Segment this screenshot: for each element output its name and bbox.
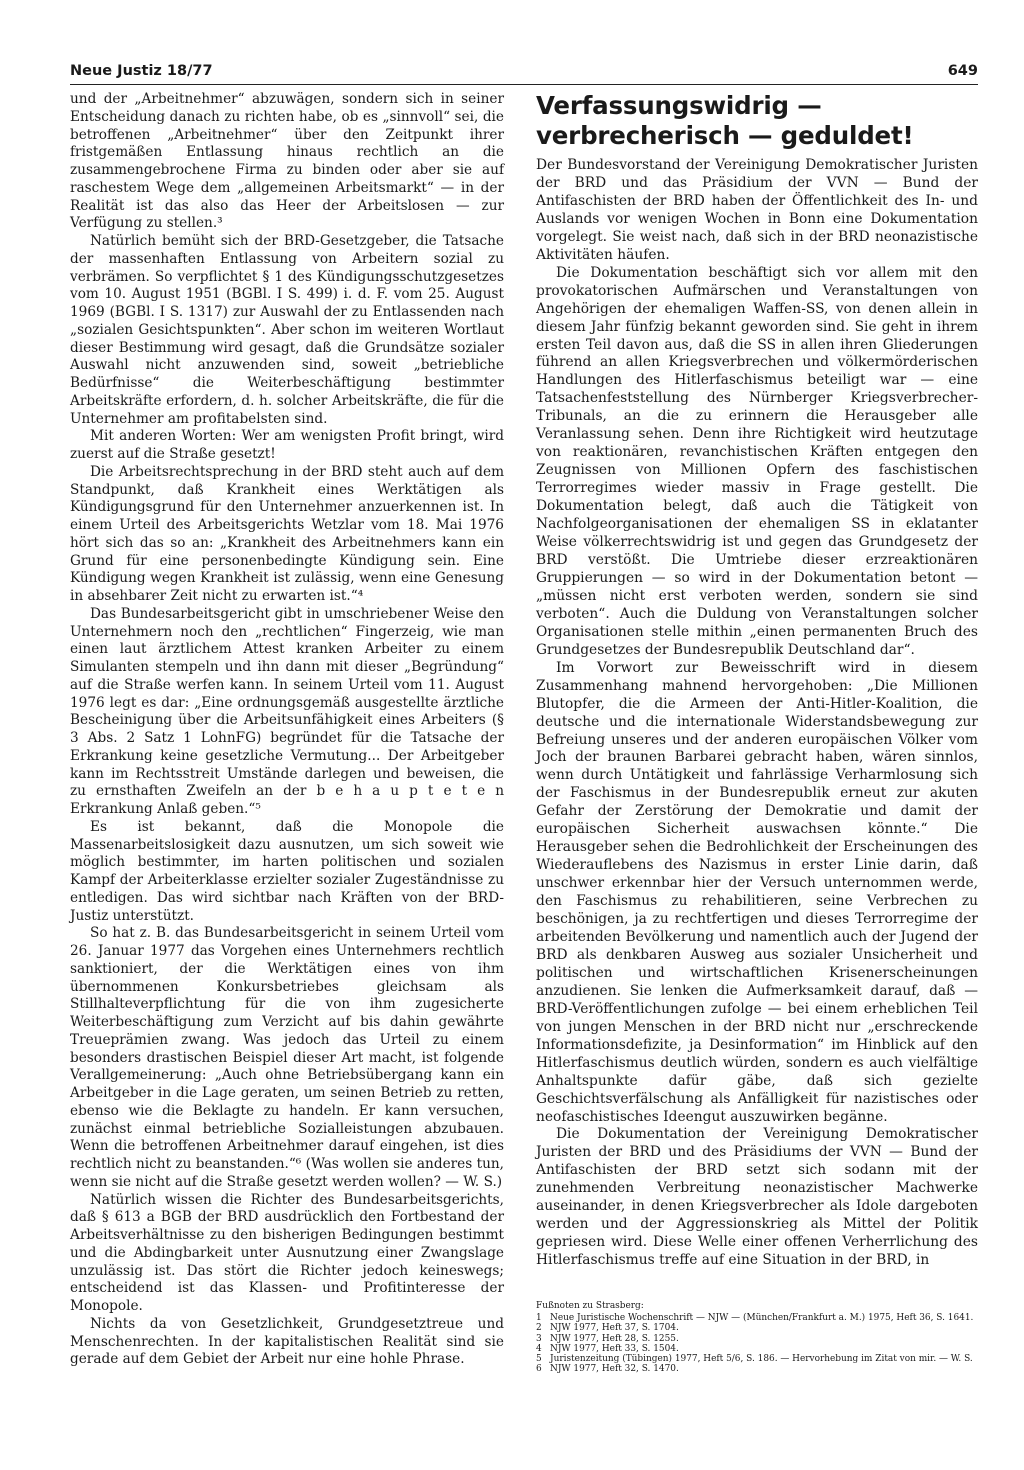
footnote <box>536 1313 978 1323</box>
footnote-text: Juristenzeitung (Tübingen) 1977, Heft 5/6, S. 186. — Hervorhebung im Zitat von mir. — W. S. <box>550 1354 973 1365</box>
footnote-number: 4 <box>536 1343 542 1354</box>
paragraph: Die Dokumentation beschäftigt sich vor allem mit den provokatorischen Aufmärschen und Veranstaltungen von Angehörigen der ehemaligen Waffen-SS, von denen allein in diesem Jahr fünfzig bekannt geworden sind. Sie geht in ihrem ersten Teil davon aus, daß die SS in allen ihren Gliederungen führend an allen Kriegsverbrechen und völkermörderischen Handlungen des Hitlerfaschismus beteiligt war — eine Tatsachenfeststellung des Nürnberger Kriegsverbrecher-Tribunals, an die zu erinnern die Herausgeber alle Veranlassung sehen. Denn ihre Richtigkeit wird heutzutage von reaktionären, revanchistischen Kräften entgegen den Zeugnissen von Millionen Opfern des faschistischen Terrorregimes wieder massiv in Frage gestellt. Die Dokumentation belegt, daß auch die Tätigkeit von Nachfolgeorganisationen der ehemaligen SS in eklatanter Weise völkerrechtswidrig ist und gegen das Grundgesetz der BRD verstößt. Die Umtriebe dieser erzreaktionären Gruppierungen — so wird in der Dokumentation betont — „müssen nicht erst verboten werden, sondern sie sind verboten“. Auch die Duldung von Veranstaltungen solcher Organisationen stelle mithin „einen permanenten Bruch des Grundgesetzes der Bundesrepublik Deutschland dar“. <box>536 264 978 658</box>
footnote-number: 1 <box>536 1313 542 1324</box>
paragraph: Der Bundesvorstand der Vereinigung Demokratischer Juristen der BRD und das Präsidium der VVN — Bund der Antifaschisten der BRD haben der Öffentlichkeit des In- und Auslands vor wenigen Wochen in Bonn eine Dokumentation vorgelegt. Sie weist nach, daß sich in der BRD neonazistische Aktivitäten häufen. <box>536 157 978 263</box>
footnote <box>536 1344 978 1354</box>
page-number: 649 <box>947 63 978 79</box>
footnote-number: 3 <box>536 1333 542 1344</box>
footnote-text: NJW 1977, Heft 37, S. 1704. <box>550 1323 679 1334</box>
paragraph: Die Arbeitsrechtsprechung in der BRD steht auch auf dem Standpunkt, daß Krankheit eines Werktätigen als Kündigungsgrund für den Unternehmer anzuerkennen ist. In einem Urteil des Arbeitsgerichts Wetzlar vom 18. Mai 1976 hört sich das so an: „Krankheit des Arbeitnehmers kann ein Grund für eine personenbedingte Kündigung sein. Eine Kündigung wegen Krankheit ist zulässig, wenn eine Genesung in absehbarer Zeit nicht zu erwarten ist.“⁴ <box>70 463 504 604</box>
footnote-number: 5 <box>536 1354 542 1365</box>
paragraph: Mit anderen Worten: Wer am wenigsten Profit bringt, wird zuerst auf die Straße gesetzt! <box>70 428 504 462</box>
footnote <box>536 1364 978 1374</box>
paragraph: Es ist bekannt, daß die Monopole die Massenarbeitslosigkeit dazu ausnutzen, um sich soweit wie möglich bestimmter, im harten politischen und sozialen Kampf der Arbeiterklasse erzielter sozialer Zugeständnisse zu entledigen. Das wird sichtbar nach Kräften von der BRD-Justiz unterstützt. <box>70 818 504 924</box>
footnote-text: NJW 1977, Heft 32, S. 1470. <box>550 1364 679 1375</box>
right-column <box>536 91 978 1270</box>
paragraph: Nichts da von Gesetzlichkeit, Grundgesetztreue und Menschenrechten. In der kapitalistischen Realität sind sie gerade auf dem Gebiet der Arbeit nur eine hohle Phrase. <box>70 1315 504 1368</box>
footnote-number: 6 <box>536 1364 542 1375</box>
footnote-text: NJW 1977, Heft 33, S. 1504. <box>550 1343 679 1354</box>
left-column <box>70 91 504 1369</box>
footnote-text: Neue Juristische Wochenschrift — NJW — (München/Frankfurt a. M.) 1975, Heft 36, S. 1641. <box>550 1313 974 1324</box>
header-rule <box>70 84 978 85</box>
paragraph: Das Bundesarbeitsgericht gibt in umschriebener Weise den Unternehmern noch den „rechtlichen“ Fingerzeig, wie man einen laut ärztlichem Attest kranken Arbeiter zu einem Simulanten stempeln und ihn dann mit dieser „Begründung“ auf die Straße werfen kann. In seinem Urteil vom 11. August 1976 legt es dar: „Eine ordnungsgemäß ausgestellte ärztliche Bescheinigung über die Arbeitsunfähigkeit eines Arbeiters (§ 3 Abs. 2 Satz 1 LohnFG) begründet für die Tatsache der Erkrankung keine gesetzliche Vermutung... Der Arbeitgeber kann im Rechtsstreit Umstände darlegen und beweisen, die zu ernsthaften Zweifeln an der b e h a u p t e t e n Erkrankung Anlaß geben.“⁵ <box>70 605 504 817</box>
paragraph: Natürlich bemüht sich der BRD-Gesetzgeber, die Tatsache der massenhaften Entlassung von Arbeitern sozial zu verbrämen. So verpflichtet § 1 des Kündigungsschutzgesetzes vom 10. August 1951 (BGBl. I S. 499) i. d. F. vom 25. August 1969 (BGBl. I S. 1317) zur Auswahl der zu Entlassenden nach „sozialen Gesichtspunkten“. Aber schon im weiteren Wortlaut dieser Bestimmung wird gesagt, daß die Grundsätze sozialer Auswahl nicht anzuwenden sind, soweit „betriebliche Bedürfnisse“ die Weiterbeschäftigung bestimmter Arbeitskräfte erfordern, d. h. solcher Arbeitskräfte, die für die Unternehmer am profitabelsten sind. <box>70 233 504 427</box>
paragraph: Die Dokumentation der Vereinigung Demokratischer Juristen der BRD und des Präsidiums der VVN — Bund der Antifaschisten der BRD setzt sich sodann mit der zunehmenden Verbreitung neonazistischer Machwerke auseinander, in denen Kriegsverbrecher als Idole dargeboten werden und der Aggressionskrieg als Mittel der Politik gepriesen wird. Diese Welle einer offenen Verherrlichung des Hitlerfaschismus treffe auf eine Situation in der BRD, in <box>536 1126 978 1269</box>
footnotes <box>536 1301 978 1374</box>
footnote-text: NJW 1977, Heft 28, S. 1255. <box>550 1333 679 1344</box>
journal-issue: Neue Justiz 18/77 <box>70 63 213 79</box>
footnote <box>536 1323 978 1333</box>
footnote-number: 2 <box>536 1323 542 1334</box>
page-header <box>70 63 978 83</box>
paragraph: und der „Arbeitnehmer“ abzuwägen, sondern sich in seiner Entscheidung danach zu richten habe, ob es „sinnvoll“ sei, die betroffenen „Arbeitnehmer“ über den Zeitpunkt ihrer fristgemäßen Entlassung hinaus rechtlich an die zusammengebrochene Firma zu binden oder aber sie auf raschestem Wege dem „allgemeinen Arbeitsmarkt“ — in der Realität ist das also das Heer der Arbeitslosen — zur Verfügung zu stellen.³ <box>70 91 504 232</box>
paragraph: Natürlich wissen die Richter des Bundesarbeitsgerichts, daß § 613 a BGB der BRD ausdrücklich den Fortbestand der Arbeitsverhältnisse zu den bisherigen Bedingungen bestimmt und die Abdingbarkeit unter Ausnutzung einer Zwangslage unzulässig ist. Das stört die Richter jedoch keineswegs; entscheidend ist das Klassen- und Profitinteresse der Monopole. <box>70 1191 504 1314</box>
article-title: Verfassungswidrig — verbrecherisch — geduldet! <box>536 91 914 150</box>
paragraph: So hat z. B. das Bundesarbeitsgericht in seinem Urteil vom 26. Januar 1977 das Vorgehen eines Unternehmers rechtlich sanktioniert, der die Werktätigen eines von ihm übernommenen Konkursbetriebes gleichsam als Stillhalteverpflichtung für die von ihm zugesicherte Weiterbeschäftigung zum Verzicht auf bis dahin gewährte Treueprämien zwang. Was jedoch das Urteil zu einem besonders drastischen Beispiel dieser Art macht, ist folgende Verallgemeinerung: „Auch ohne Betriebsübergang kann ein Arbeitgeber in die Lage geraten, um seinen Betrieb zu retten, ebenso wie die Beklagte zu handeln. Er kann versuchen, zunächst einmal betriebliche Sozialleistungen abzubauen. Wenn die betroffenen Arbeitnehmer darauf eingehen, ist dies rechtlich nicht zu beanstanden.“⁶ (Was wollen sie anderes tun, wenn sie nicht auf die Straße gesetzt werden wollen? — W. S.) <box>70 925 504 1190</box>
paragraph: Im Vorwort zur Beweisschrift wird in diesem Zusammenhang mahnend hervorgehoben: „Die Millionen Blutopfer, die die Armeen der Anti-Hitler-Koalition, die deutsche und die internationale Widerstandsbewegung zur Befreiung unseres und der anderen europäischen Völker vom Joch der braunen Barbarei gebracht haben, wären sinnlos, wenn durch Untätigkeit und fahrlässige Verharmlosung sich der Faschismus in der Bundesrepublik erneut zur akuten Gefahr der Zerstörung der Demokratie und damit der europäischen Sicherheit auswachsen könnte.“ Die Herausgeber sehen die Bedrohlichkeit der Erscheinungen des Wiederauflebens des Nazismus in erster Linie darin, daß unschwer erkennbar hier der Versuch unternommen werde, den Faschismus zu rehabilitieren, seine Verbrechen zu beschönigen, ja zu rechtfertigen und dieses Terrorregime der arbeitenden Bevölkerung und namentlich auch der Jugend der BRD als denkbaren Ausweg aus sozialer Unsicherheit und politischen und wirtschaftlichen Krisenerscheinungen anzudienen. Sie lenken die Aufmerksamkeit darauf, daß — BRD-Veröffentlichungen zufolge — bei einem erheblichen Teil von jungen Menschen in der BRD nicht nur „erschreckende Informationsdefizite, ja Desinformation“ im Hinblick auf den Hitlerfaschismus deutlich würden, sondern es auch vielfältige Anhaltspunkte dafür gäbe, daß sich gezielte Geschichtsverfälschung als Anfälligkeit für nazistisches oder neofaschistisches Ideengut auszuwirken begänne. <box>536 659 978 1125</box>
footnote <box>536 1354 978 1364</box>
footnotes-heading: Fußnoten zu Strasberg: <box>536 1301 644 1311</box>
footnote <box>536 1334 978 1344</box>
